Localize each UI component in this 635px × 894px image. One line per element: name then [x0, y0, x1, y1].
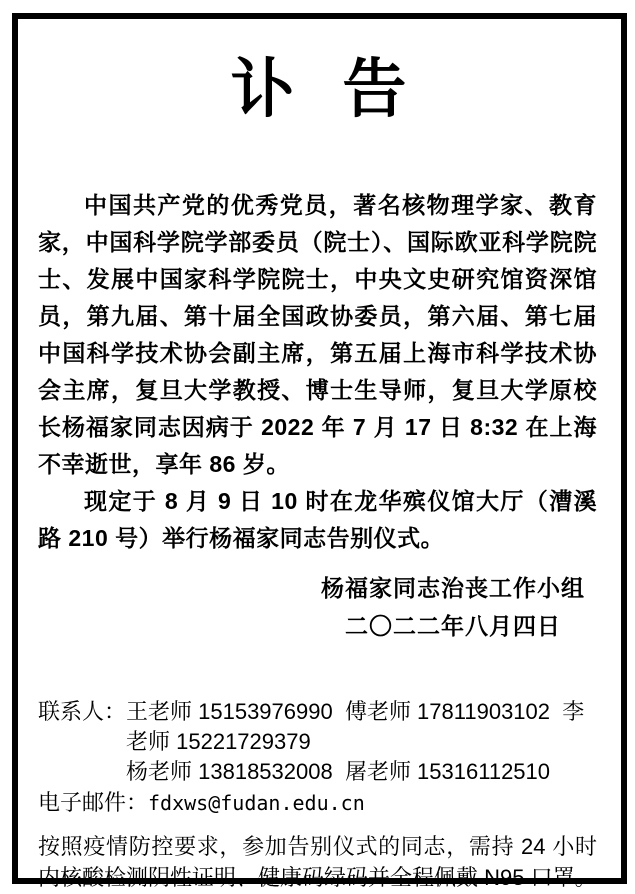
contact-phones-line-2: 杨老师 13818532008 屠老师 15316112510 — [126, 758, 551, 784]
signature-date: 二〇二二年八月四日 — [345, 612, 561, 639]
signature-block — [38, 569, 597, 645]
document-border-frame — [12, 13, 627, 890]
contact-persons-row — [38, 697, 597, 787]
covid-notice: 按照疫情防控要求，参加告别仪式的同志，需持 24 小时内核酸检测阴性证明、健康码绿码并全程佩戴 N95 口罩。 — [38, 833, 597, 890]
document-body — [18, 187, 621, 893]
contact-section — [38, 697, 597, 818]
obituary-paragraph-1: 中国共产党的优秀党员，著名核物理学家、教育家，中国科学院学部委员（院士）、国际欧亚科学院院士、发展中国家科学院院士，中央文史研究馆资深馆员，第九届、第十届全国政协委员，第六届、第七届中国科学技术协会副主席，第五届上海市科学技术协会主席，复旦大学教授、博士生导师，复旦大学原校长杨福家同志因病于 2022 年 7 月 17 日 8:32 在上海不幸逝世，享年 86 岁。 — [38, 191, 597, 477]
obituary-paragraph-2: 现定于 8 月 9 日 10 时在龙华殡仪馆大厅（漕溪路 210 号）举行杨福家同志告别仪式。 — [38, 487, 597, 551]
contact-label: 联系人： — [38, 698, 127, 724]
signature-group-name: 杨福家同志治丧工作小组 — [321, 574, 585, 601]
email-address: fdxws@fudan.edu.cn — [148, 790, 365, 815]
page-title: 讣 告 — [230, 53, 409, 125]
email-label: 电子邮件： — [38, 789, 149, 815]
contact-phones-line-1: 王老师 15153976990 傅老师 17811903102 李老师 15221729379 — [126, 698, 585, 754]
email-row — [38, 788, 597, 818]
